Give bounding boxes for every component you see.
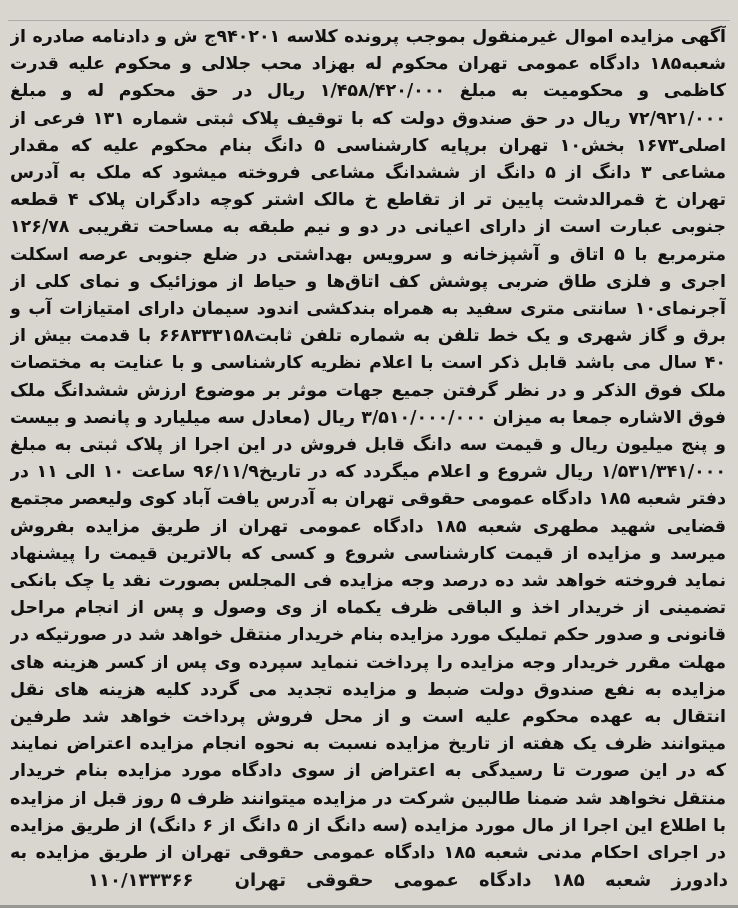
signature-line	[10, 861, 728, 899]
notice-reference-number: ۱۱۰/۱۳۳۳۶۶	[88, 869, 194, 891]
faded-header-strip	[8, 0, 730, 21]
court-officer-signature: دادورز شعبه ۱۸۵ دادگاه عمومی حقوقی تهران	[234, 869, 728, 891]
auction-notice-body: آگهی مزایده اموال غیرمنقول بموجب پرونده کلاسه ۹۴۰۲۰۱ج ش و دادنامه صادره از شعبه۱۸۵ دادگاه عمومی تهران محکوم له بهزاد محب جلالی و محکوم علیه قدرت کاظمی و محکومیت به مبلغ ۱/۴۵۸/۴۲۰/۰۰۰ ریال در حق محکوم له و مبلغ ۷۲/۹۲۱/۰۰۰ ریال در حق صندوق دولت که با توقیف پلاک ثبتی شماره ۱۳۱ فرعی از اصلی۱۶۷۳ بخش۱۰ تهران برپایه کارشناسی ۵ دانگ بنام محکوم علیه که مقدار مشاعی ۳ دانگ از ۵ دانگ از ششدانگ مشاعی فروخته میشود که ملک به آدرس تهران خ قمرالدشت پایین تر از تقاطع خ مالک اشتر کوچه دادگران پلاک ۴ قطعه جنوبی عبارت است از دارای اعیانی در دو و نیم طبقه به مساحت تقریبی ۱۲۶/۷۸ مترمربع با ۵ اتاق و آشپزخانه و سرویس بهداشتی در ضلع جنوبی عرصه اسکلت اجری و فلزی طاق ضربی پوشش کف اتاق‌ها و حیاط از موزائیک و نمای کلی از آجرنمای۱۰ سانتی متری سفید به همراه بندکشی اندود سیمان دارای امتیازات آب و برق و گاز شهری و یک خط تلفن به شماره تلفن ثابت۶۶۸۳۳۳۱۵۸ با قدمت بیش از ۴۰ سال می باشد قابل ذکر است با اعلام نظریه کارشناسی و با عنایت به مختصات ملک فوق الذکر و در نظر گرفتن جمیع جهات موثر بر موضوع ارزش ششدانگ ملک فوق الاشاره جمعا به میزان ۳/۵۱۰/۰۰۰/۰۰۰ ریال (معادل سه میلیارد و پانصد و بیست و پنج میلیون ریال و قیمت سه دانگ قابل فروش در این اجرا از پلاک ثبتی به مبلغ ۱/۵۳۱/۳۴۱/۰۰۰ ریال شروع و اعلام میگردد که در تاریخ۹۶/۱۱/۹ ساعت ۱۰ الی ۱۱ در دفتر شعبه ۱۸۵ دادگاه عمومی حقوقی تهران به آدرس یافت آباد کوی ولیعصر مجتمع قضایی شهید مطهری شعبه ۱۸۵ دادگاه عمومی تهران از طریق مزایده بفروش میرسد و مزایده از قیمت کارشناسی شروع و کسی که بالاترین قیمت را پیشنهاد نماید فروخته خواهد شد ده درصد وجه مزایده فی المجلس بصورت نقد یا چک بانکی تضمینی از خریدار اخذ و الباقی ظرف یکماه از وی وصول و پس از انجام مراحل قانونی و صدور حکم تملیک مورد مزایده بنام خریدار منتقل خواهد شد در صورتیکه در مهلت مقرر خریدار وجه مزایده را پرداخت ننماید سپرده وی پس از کسر هزینه های مزایده به نفع صندوق دولت ضبط و مزایده تجدید می گردد کلیه هزینه های نقل انتقال به عهده محکوم علیه است و از محل فروش پرداخت خواهد شد طرفین میتوانند ظرف یک هفته از تاریخ مزایده نسبت به نحوه انجام مزایده اعتراض نمایند که در این صورت تا رسیدگی به اعتراض از سوی دادگاه مورد مزایده بنام خریدار منتقل نخواهد شد ضمنا طالبین شرکت در مزایده میتوانند ظرف ۵ روز قبل از مزایده با اطلاع این اجرا از مال مورد مزایده (سه دانگ از ۵ دانگ از ۶ دانگ) از طریق مزایده در اجرای احکام مدنی شعبه ۱۸۵ دادگاه عمومی حقوقی تهران از طریق مزایده به	[10, 27, 726, 864]
